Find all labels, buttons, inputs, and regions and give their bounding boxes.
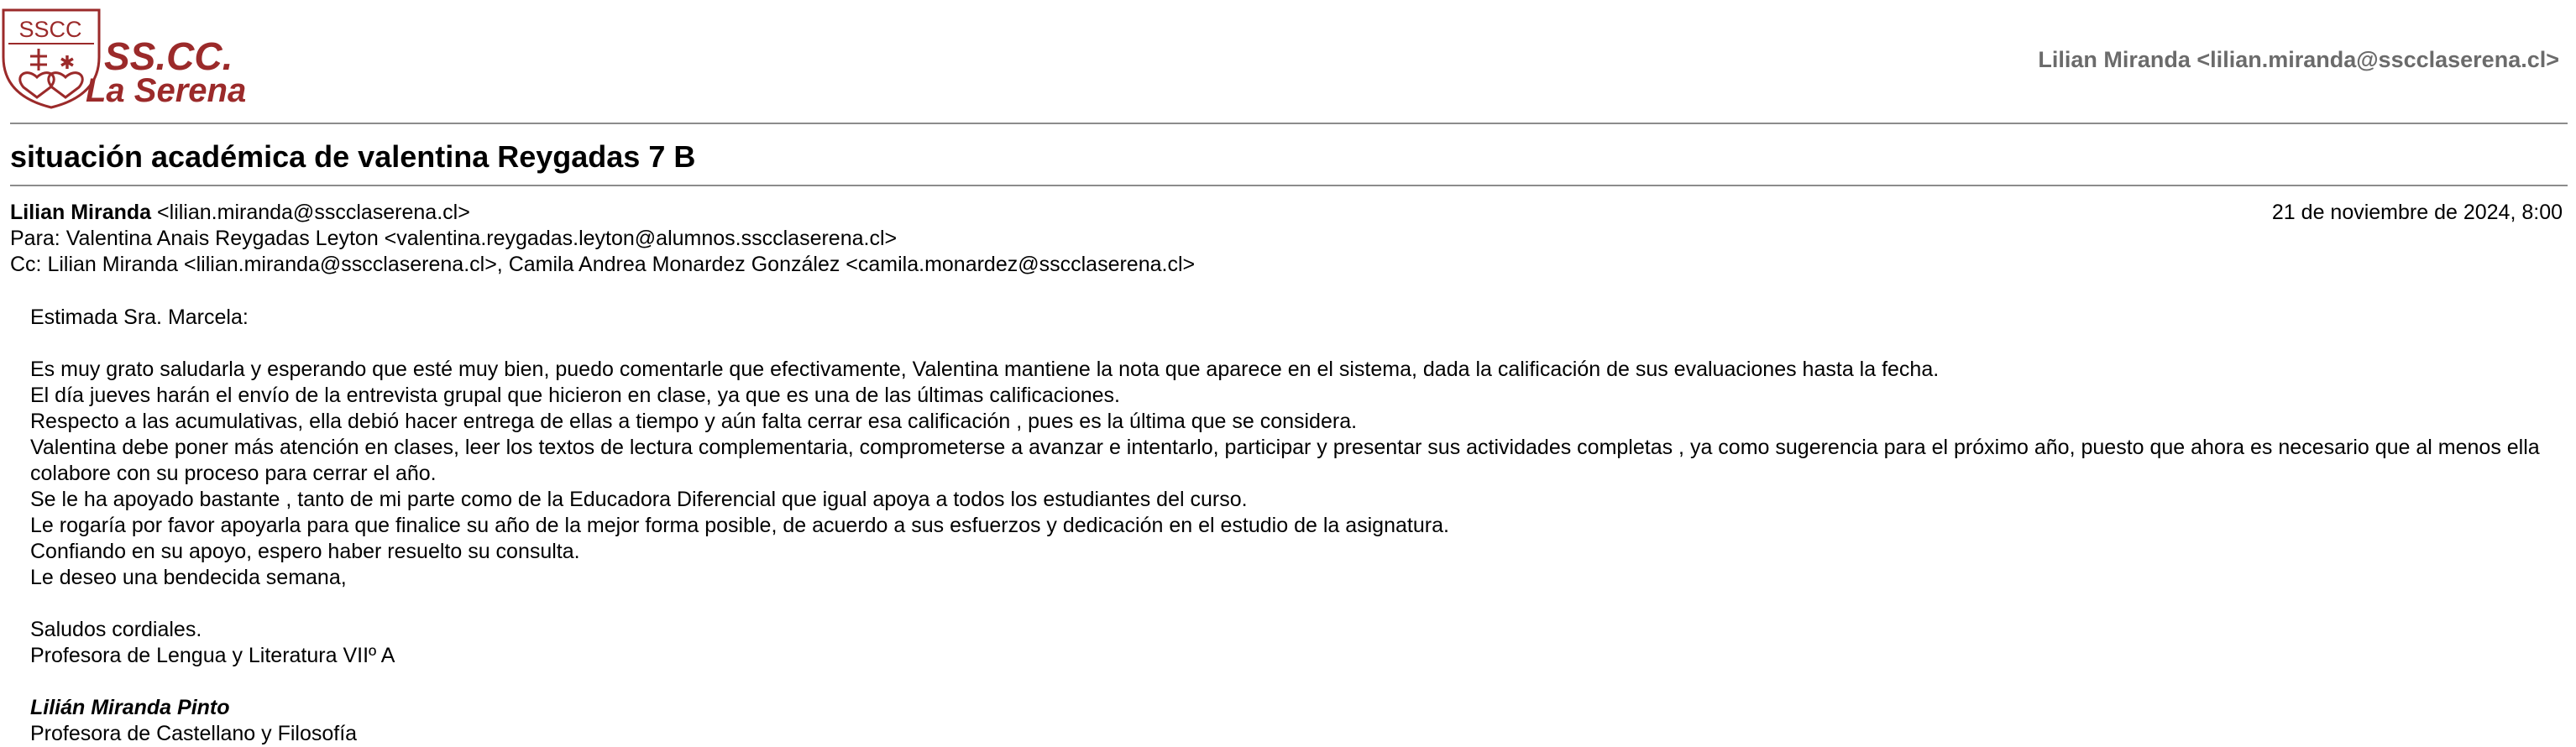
signature-title: Profesora de Castellano y Filosofía [30, 722, 358, 745]
body-paragraph: Le rogaría por favor apoyarla para que finalice su año de la mejor forma posible, de acuerdo a sus esfuerzos y dedicación en el estudio de la asignatura. [30, 514, 1449, 537]
recipient-line: Para: Valentina Anais Reygadas Leyton <valentina.reygadas.leyton@alumnos.sscclaserena.cl> [10, 227, 898, 250]
logo-place: La Serena [86, 72, 247, 109]
logo-name: SS.CC. [104, 34, 233, 78]
body-paragraph: Es muy grato saludarla y esperando que esté muy bien, puedo comentarle que efectivamente, Valentina mantiene la nota que aparece en el sistema, dada la calificación de sus evaluaciones hasta la fecha. [30, 358, 1940, 381]
greeting: Estimada Sra. Marcela: [30, 306, 249, 329]
school-logo [2, 8, 254, 109]
closing: Saludos cordiales. [30, 618, 202, 641]
header-divider [10, 123, 2568, 124]
email-date: 21 de noviembre de 2024, 8:00 [2271, 201, 2563, 224]
svg-text:SSCC: SSCC [18, 17, 82, 42]
email-body [30, 305, 2558, 747]
subject-divider [10, 185, 2568, 186]
sender-line [10, 201, 470, 225]
body-paragraph: Le deseo una bendecida semana, [30, 566, 347, 589]
body-paragraph: El día jueves harán el envío de la entrevista grupal que hicieron en clase, ya que es una de las últimas calificaciones. [30, 384, 1120, 407]
body-paragraph: Valentina debe poner más atención en clases, leer los textos de lectura complementaria, comprometerse a avanzar e intentarlo, participar y presentar sus actividades completas , ya como sugerencia para el próximo año, puesto que ahora es necesario que al menos ella colabore con su proceso para cerrar el año. [30, 436, 2540, 485]
body-paragraph: Respecto a las acumulativas, ella debió hacer entrega de ellas a tiempo y aún falta cerrar esa calificación , pues es la última que se considera. [30, 410, 1358, 433]
signature-name: Lilián Miranda Pinto [30, 696, 230, 719]
sender-role: Profesora de Lengua y Literatura VIIº A [30, 644, 395, 667]
body-paragraph: Confiando en su apoyo, espero haber resuelto su consulta. [30, 540, 580, 563]
sender-name: Lilian Miranda [10, 201, 152, 224]
cc-line: Cc: Lilian Miranda <lilian.miranda@sscclaserena.cl>, Camila Andrea Monardez González <camila.monardez@sscclaserena.cl> [10, 253, 1196, 276]
sender-address[interactable]: <lilian.miranda@sscclaserena.cl> [157, 201, 470, 224]
account-label: Lilian Miranda <lilian.miranda@sscclaserena.cl> [2038, 47, 2559, 72]
email-subject: situación académica de valentina Reygadas 7 B [10, 139, 696, 174]
svg-text:✱: ✱ [59, 53, 76, 74]
body-paragraph: Se le ha apoyado bastante , tanto de mi parte como de la Educadora Diferencial que igual apoya a todos los estudiantes del curso. [30, 488, 1248, 511]
